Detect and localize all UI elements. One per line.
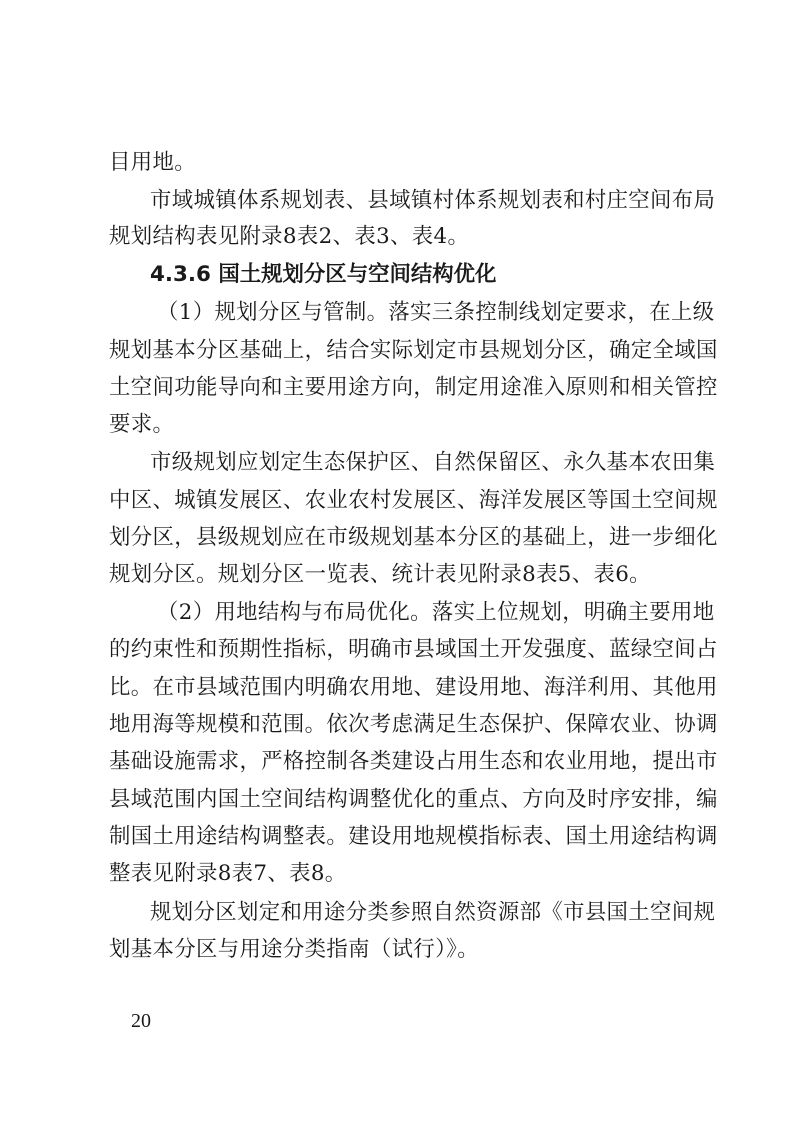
paragraph-line: 的约束性和预期性指标，明确市县域国土开发强度、蓝绿空间占	[109, 637, 718, 662]
page-number: 20	[131, 1010, 151, 1032]
paragraph-line: （1）规划分区与管制。落实三条控制线划定要求，在上级	[157, 300, 715, 325]
paragraph-line: 地用海等规模和范围。依次考虑满足生态保护、保障农业、协调	[109, 712, 718, 737]
paragraph-line: 制国土用途结构调整表。建设用地规模指标表、国土用途结构调	[109, 824, 718, 849]
paragraph-line: 比。在市县域范围内明确农用地、建设用地、海洋利用、其他用	[109, 675, 718, 700]
paragraph-line: 划分区，县级规划应在市级规划基本分区的基础上，进一步细化	[109, 525, 718, 550]
paragraph-line: 规划分区。规划分区一览表、统计表见附录8表5、表6。	[109, 562, 651, 587]
paragraph-line: （2）用地结构与布局优化。落实上位规划，明确主要用地	[157, 600, 715, 625]
section-heading: 4.3.6 国土规划分区与空间结构优化	[150, 262, 497, 287]
paragraph-line: 规划分区划定和用途分类参照自然资源部《市县国土空间规	[150, 900, 716, 925]
paragraph-line: 县域范围内国土空间结构调整优化的重点、方向及时序安排，编	[109, 787, 718, 812]
paragraph-line: 要求。	[109, 412, 175, 437]
paragraph-line: 规划基本分区基础上，结合实际划定市县规划分区，确定全域国	[109, 338, 718, 363]
paragraph-line: 目用地。	[109, 150, 196, 175]
paragraph-line: 中区、城镇发展区、农业农村发展区、海洋发展区等国土空间规	[109, 488, 718, 513]
paragraph-line: 市级规划应划定生态保护区、自然保留区、永久基本农田集	[150, 450, 716, 475]
paragraph-line: 土空间功能导向和主要用途方向，制定用途准入原则和相关管控	[109, 375, 718, 400]
paragraph-line: 基础设施需求，严格控制各类建设占用生态和农业用地，提出市	[109, 749, 718, 774]
paragraph-line: 划基本分区与用途分类指南（试行）》。	[109, 937, 479, 962]
paragraph-line: 规划结构表见附录8表2、表3、表4。	[109, 224, 470, 249]
paragraph-line: 整表见附录8表7、表8。	[109, 861, 347, 886]
paragraph-line: 市域城镇体系规划表、县域镇村体系规划表和村庄空间布局	[150, 188, 716, 213]
